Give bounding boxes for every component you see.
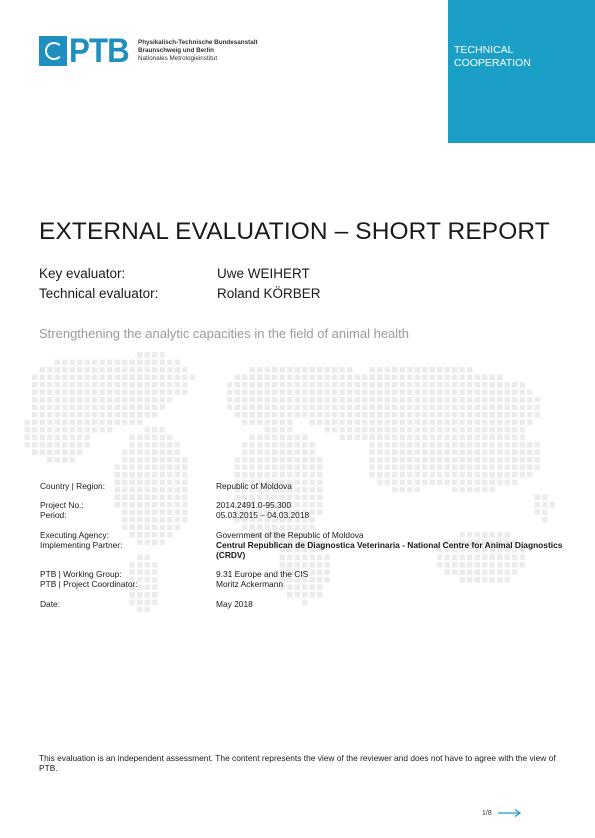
ptb-emblem-icon xyxy=(39,36,67,66)
evaluator-name: Uwe WEIHERT xyxy=(217,266,310,281)
logo-line-1: Physikalisch-Technische Bundesanstalt xyxy=(138,38,258,46)
detail-row xyxy=(40,599,592,609)
project-subtitle: Strengthening the analytic capacities in the field of animal health xyxy=(39,326,410,341)
detail-value: 9.31 Europe and the CIS xyxy=(216,569,309,580)
detail-row xyxy=(40,530,592,540)
detail-label: Executing Agency: xyxy=(40,529,109,540)
detail-row xyxy=(40,569,592,579)
detail-label: Country | Region: xyxy=(40,481,106,491)
evaluator-name: Roland KÖRBER xyxy=(217,286,321,301)
detail-value: May 2018 xyxy=(216,598,253,609)
page-number: 1/8 xyxy=(482,809,492,817)
disclaimer-text: This evaluation is an independent assessment. The content represents the view of the reviewer and does not have to agree with the view of PTB. xyxy=(39,753,556,774)
evaluator-row xyxy=(39,284,321,304)
detail-value: 05.03.2015 – 04.03.2018 xyxy=(216,510,310,521)
detail-row xyxy=(40,510,592,520)
logo-line-2: Braunschweig und Berlin xyxy=(138,46,214,54)
detail-row xyxy=(40,579,592,589)
detail-row xyxy=(40,500,592,510)
evaluator-label: Technical evaluator: xyxy=(39,286,159,301)
detail-label: Implementing Partner: xyxy=(40,539,123,550)
evaluator-list xyxy=(39,264,321,304)
detail-value: 2014.2491.0-95.300 xyxy=(216,500,291,511)
detail-label: Date: xyxy=(40,598,61,609)
corner-banner xyxy=(448,0,595,143)
report-title: EXTERNAL EVALUATION – SHORT REPORT xyxy=(39,218,550,245)
logo-letters: PTB xyxy=(69,32,129,70)
detail-value: Government of the Republic of Moldova xyxy=(216,529,364,540)
next-arrow-icon[interactable] xyxy=(498,808,522,818)
corner-label: TECHNICAL COOPERATION xyxy=(454,44,531,69)
detail-label: Project No.: xyxy=(40,500,84,511)
detail-label: Period: xyxy=(40,510,67,521)
evaluator-label: Key evaluator: xyxy=(39,266,126,281)
detail-row xyxy=(40,481,592,491)
project-details xyxy=(40,481,592,609)
detail-value: Republic of Moldova xyxy=(216,481,292,491)
evaluator-row xyxy=(39,264,321,284)
detail-value: Centrul Republican de Diagnostica Veterinaria - National Centre for Animal Diagnostics (CRDV) xyxy=(216,539,563,561)
ptb-logo xyxy=(39,32,258,70)
page-indicator[interactable] xyxy=(482,808,522,818)
detail-value: Moritz Ackermann xyxy=(216,579,284,590)
logo-line-3: Nationales Metrologieinstitut xyxy=(138,55,218,63)
detail-label: PTB | Project Coordinator: xyxy=(40,579,138,590)
detail-row xyxy=(40,540,592,560)
logo-text xyxy=(138,39,258,64)
detail-label: PTB | Working Group: xyxy=(40,569,122,580)
